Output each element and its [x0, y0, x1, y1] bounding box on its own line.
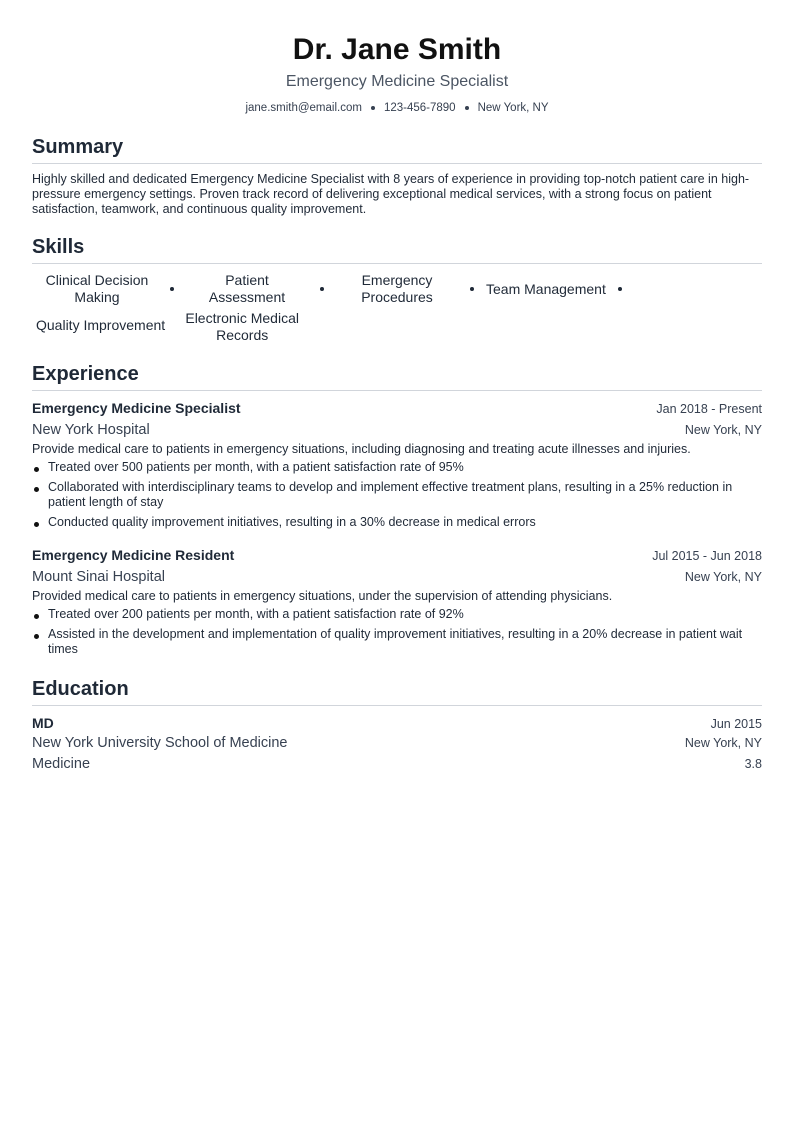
contact-location: New York, NY — [477, 102, 549, 114]
summary-text: Highly skilled and dedicated Emergency Medicine Specialist with 8 years of experience in providing top-notch patient care in high-pressure emergency settings. Proven track record of delivering exceptional medical services, with a strong focus on patient satisfaction, teamwork, and continuous quality improvement. — [32, 172, 750, 216]
contact-phone[interactable]: 123-456-7890 — [383, 102, 456, 114]
job-location: New York, NY — [684, 570, 762, 584]
job-organization: Mount Sinai Hospital — [32, 569, 165, 585]
bullet-separator-icon — [170, 287, 174, 291]
bullet-separator-icon — [465, 106, 469, 110]
bullet-separator-icon — [470, 287, 474, 291]
job-location: New York, NY — [684, 423, 762, 437]
skill-item: Electronic Medical Records — [185, 310, 299, 343]
list-item — [32, 480, 762, 510]
bullet-icon — [34, 467, 39, 472]
skill-item: Quality Improvement — [36, 316, 166, 333]
summary-section — [32, 135, 762, 217]
list-item — [32, 515, 762, 530]
job-dates: Jan 2018 - Present — [656, 402, 762, 416]
job-title: Emergency Medicine Specialist — [32, 400, 241, 416]
skill-item: Team Management — [486, 280, 606, 297]
experience-section — [32, 362, 762, 657]
resume-header — [32, 32, 762, 115]
bullet-text: Collaborated with interdisciplinary teams to develop and implement effective treatment plans, resulting in a 25% reduction in patient length of stay — [48, 480, 733, 509]
experience-heading: Experience — [32, 362, 762, 391]
job-bullets — [32, 607, 762, 657]
bullet-icon — [34, 522, 39, 527]
job-description: Provided medical care to patients in emergency situations, under the supervision of attending physicians. — [32, 589, 613, 603]
skill-item: Emergency Procedures — [361, 272, 433, 305]
list-item — [32, 460, 762, 475]
skills-heading: Skills — [32, 235, 762, 264]
education-field: Medicine — [32, 756, 91, 772]
resume-page — [32, 0, 762, 775]
job-description: Provide medical care to patients in emergency situations, including diagnosing and treating acute illnesses and injuries. — [32, 442, 691, 456]
skills-list — [32, 272, 762, 344]
job-organization: New York Hospital — [32, 422, 150, 438]
candidate-title: Emergency Medicine Specialist — [285, 73, 509, 90]
contact-info — [32, 101, 762, 115]
summary-heading: Summary — [32, 135, 762, 164]
list-item — [32, 627, 762, 657]
job-entry — [32, 399, 762, 530]
education-school: New York University School of Medicine — [32, 735, 288, 751]
bullet-text: Assisted in the development and implementation of quality improvement initiatives, resulting in a 20% decrease in patient wait times — [48, 627, 743, 656]
candidate-name: Dr. Jane Smith — [292, 33, 502, 66]
bullet-separator-icon — [320, 287, 324, 291]
education-degree: MD — [32, 715, 54, 731]
bullet-icon — [34, 634, 39, 639]
job-entry — [32, 546, 762, 657]
bullet-text: Treated over 500 patients per month, with a patient satisfaction rate of 95% — [48, 460, 464, 474]
skills-section — [32, 235, 762, 344]
bullet-separator-icon — [618, 287, 622, 291]
education-entry — [32, 714, 762, 775]
bullet-separator-icon — [371, 106, 375, 110]
contact-email[interactable]: jane.smith@email.com — [245, 102, 362, 114]
skill-item: Patient Assessment — [208, 272, 286, 305]
bullet-icon — [34, 487, 39, 492]
job-bullets — [32, 460, 762, 530]
job-title: Emergency Medicine Resident — [32, 547, 235, 563]
education-gpa: 3.8 — [744, 757, 762, 771]
job-dates: Jul 2015 - Jun 2018 — [652, 549, 762, 563]
bullet-icon — [34, 614, 39, 619]
skill-item: Clinical Decision Making — [45, 272, 149, 305]
education-section — [32, 677, 762, 775]
bullet-text: Conducted quality improvement initiatives, resulting in a 30% decrease in medical errors — [48, 515, 536, 529]
list-item — [32, 607, 762, 622]
education-location: New York, NY — [684, 736, 762, 750]
education-date: Jun 2015 — [710, 717, 762, 731]
bullet-text: Treated over 200 patients per month, with a patient satisfaction rate of 92% — [48, 607, 464, 621]
education-heading: Education — [32, 677, 762, 706]
